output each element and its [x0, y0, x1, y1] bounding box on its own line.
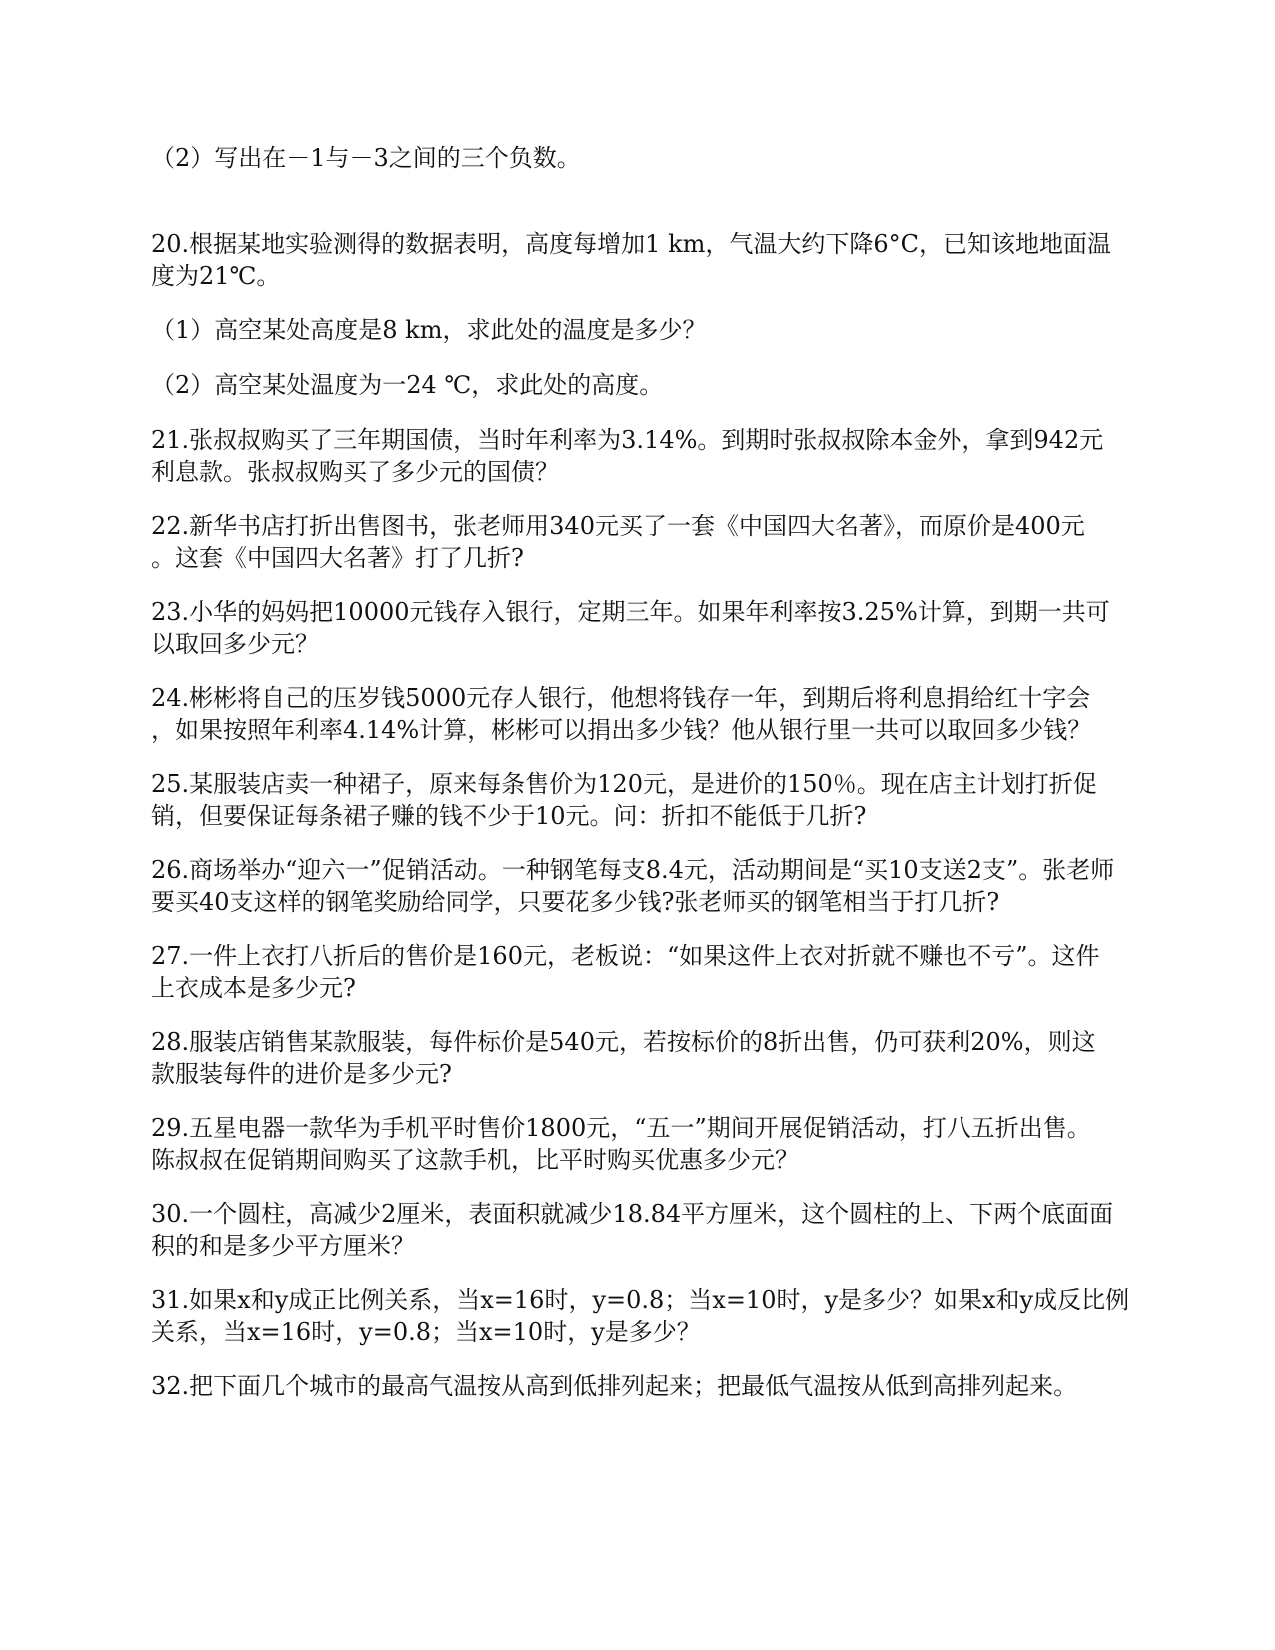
q26-line1: 26.商场举办“迎六一”促销活动。一种钢笔每支8.4元，活动期间是“买10支送2支”。张老师	[151, 856, 1115, 884]
q20-part2: （2）高空某处温度为一24 ℃，求此处的高度。	[151, 371, 664, 399]
q24-line1: 24.彬彬将自己的压岁钱5000元存人银行，他想将钱存一年，到期后将利息捐给红十字会	[151, 684, 1091, 712]
q27-line1: 27.一件上衣打八折后的售价是160元，老板说：“如果这件上衣对折就不赚也不亏”。这件	[151, 942, 1100, 970]
q29-line1: 29.五星电器一款华为手机平时售价1800元，“五一”期间开展促销活动，打八五折出售。	[151, 1114, 1091, 1142]
q22-line1: 22.新华书店打折出售图书，张老师用340元买了一套《中国四大名著》，而原价是400元	[151, 512, 1085, 540]
q31-line1: 31.如果x和y成正比例关系，当x=16时，y=0.8；当x=10时，y是多少？如果x和y成反比例	[151, 1286, 1130, 1314]
q29-line2: 陈叔叔在促销期间购买了这款手机，比平时购买优惠多少元？	[151, 1146, 799, 1174]
q20-part1: （1）高空某处高度是8 km，求此处的温度是多少？	[151, 316, 707, 344]
q20-line2: 度为21℃。	[151, 262, 281, 290]
q23-line1: 23.小华的妈妈把10000元钱存入银行，定期三年。如果年利率按3.25%计算，到期一共可	[151, 598, 1110, 626]
q22-line2: 。这套《中国四大名著》打了几折?	[151, 544, 524, 572]
q27-line2: 上衣成本是多少元?	[151, 974, 356, 1002]
q26-line2: 要买40支这样的钢笔奖励给同学，只要花多少钱?张老师买的钢笔相当于打几折?	[151, 888, 1000, 916]
q28-line2: 款服装每件的进价是多少元?	[151, 1060, 452, 1088]
q21-line1: 21.张叔叔购买了三年期国债，当时年利率为3.14%。到期时张叔叔除本金外，拿到942元	[151, 426, 1104, 454]
q25-line1: 25.某服装店卖一种裙子，原来每条售价为120元，是进价的150％。现在店主计划打折促	[151, 770, 1097, 798]
q23-line2: 以取回多少元？	[151, 630, 319, 658]
q20-line1: 20.根据某地实验测得的数据表明，高度每增加1 km，气温大约下降6°C，已知该地地面温	[151, 230, 1111, 258]
q30-line2: 积的和是多少平方厘米？	[151, 1232, 415, 1260]
q28-line1: 28.服装店销售某款服装，每件标价是540元，若按标价的8折出售，仍可获利20%，则这	[151, 1028, 1096, 1056]
q30-line1: 30.一个圆柱，高减少2厘米，表面积就减少18.84平方厘米，这个圆柱的上、下两个底面面	[151, 1200, 1114, 1228]
q25-line2: 销，但要保证每条裙子赚的钱不少于10元。问：折扣不能低于几折?	[151, 802, 867, 830]
q31-line2: 关系，当x=16时，y=0.8；当x=10时，y是多少？	[151, 1318, 701, 1346]
q32-line1: 32.把下面几个城市的最高气温按从高到低排列起来；把最低气温按从低到高排列起来。	[151, 1372, 1078, 1400]
q21-line2: 利息款。张叔叔购买了多少元的国债？	[151, 458, 559, 486]
q19-part2: （2）写出在－1与－3之间的三个负数。	[151, 144, 581, 172]
q24-line2: ，如果按照年利率4.14%计算，彬彬可以捐出多少钱？他从银行里一共可以取回多少钱？	[151, 716, 1092, 744]
